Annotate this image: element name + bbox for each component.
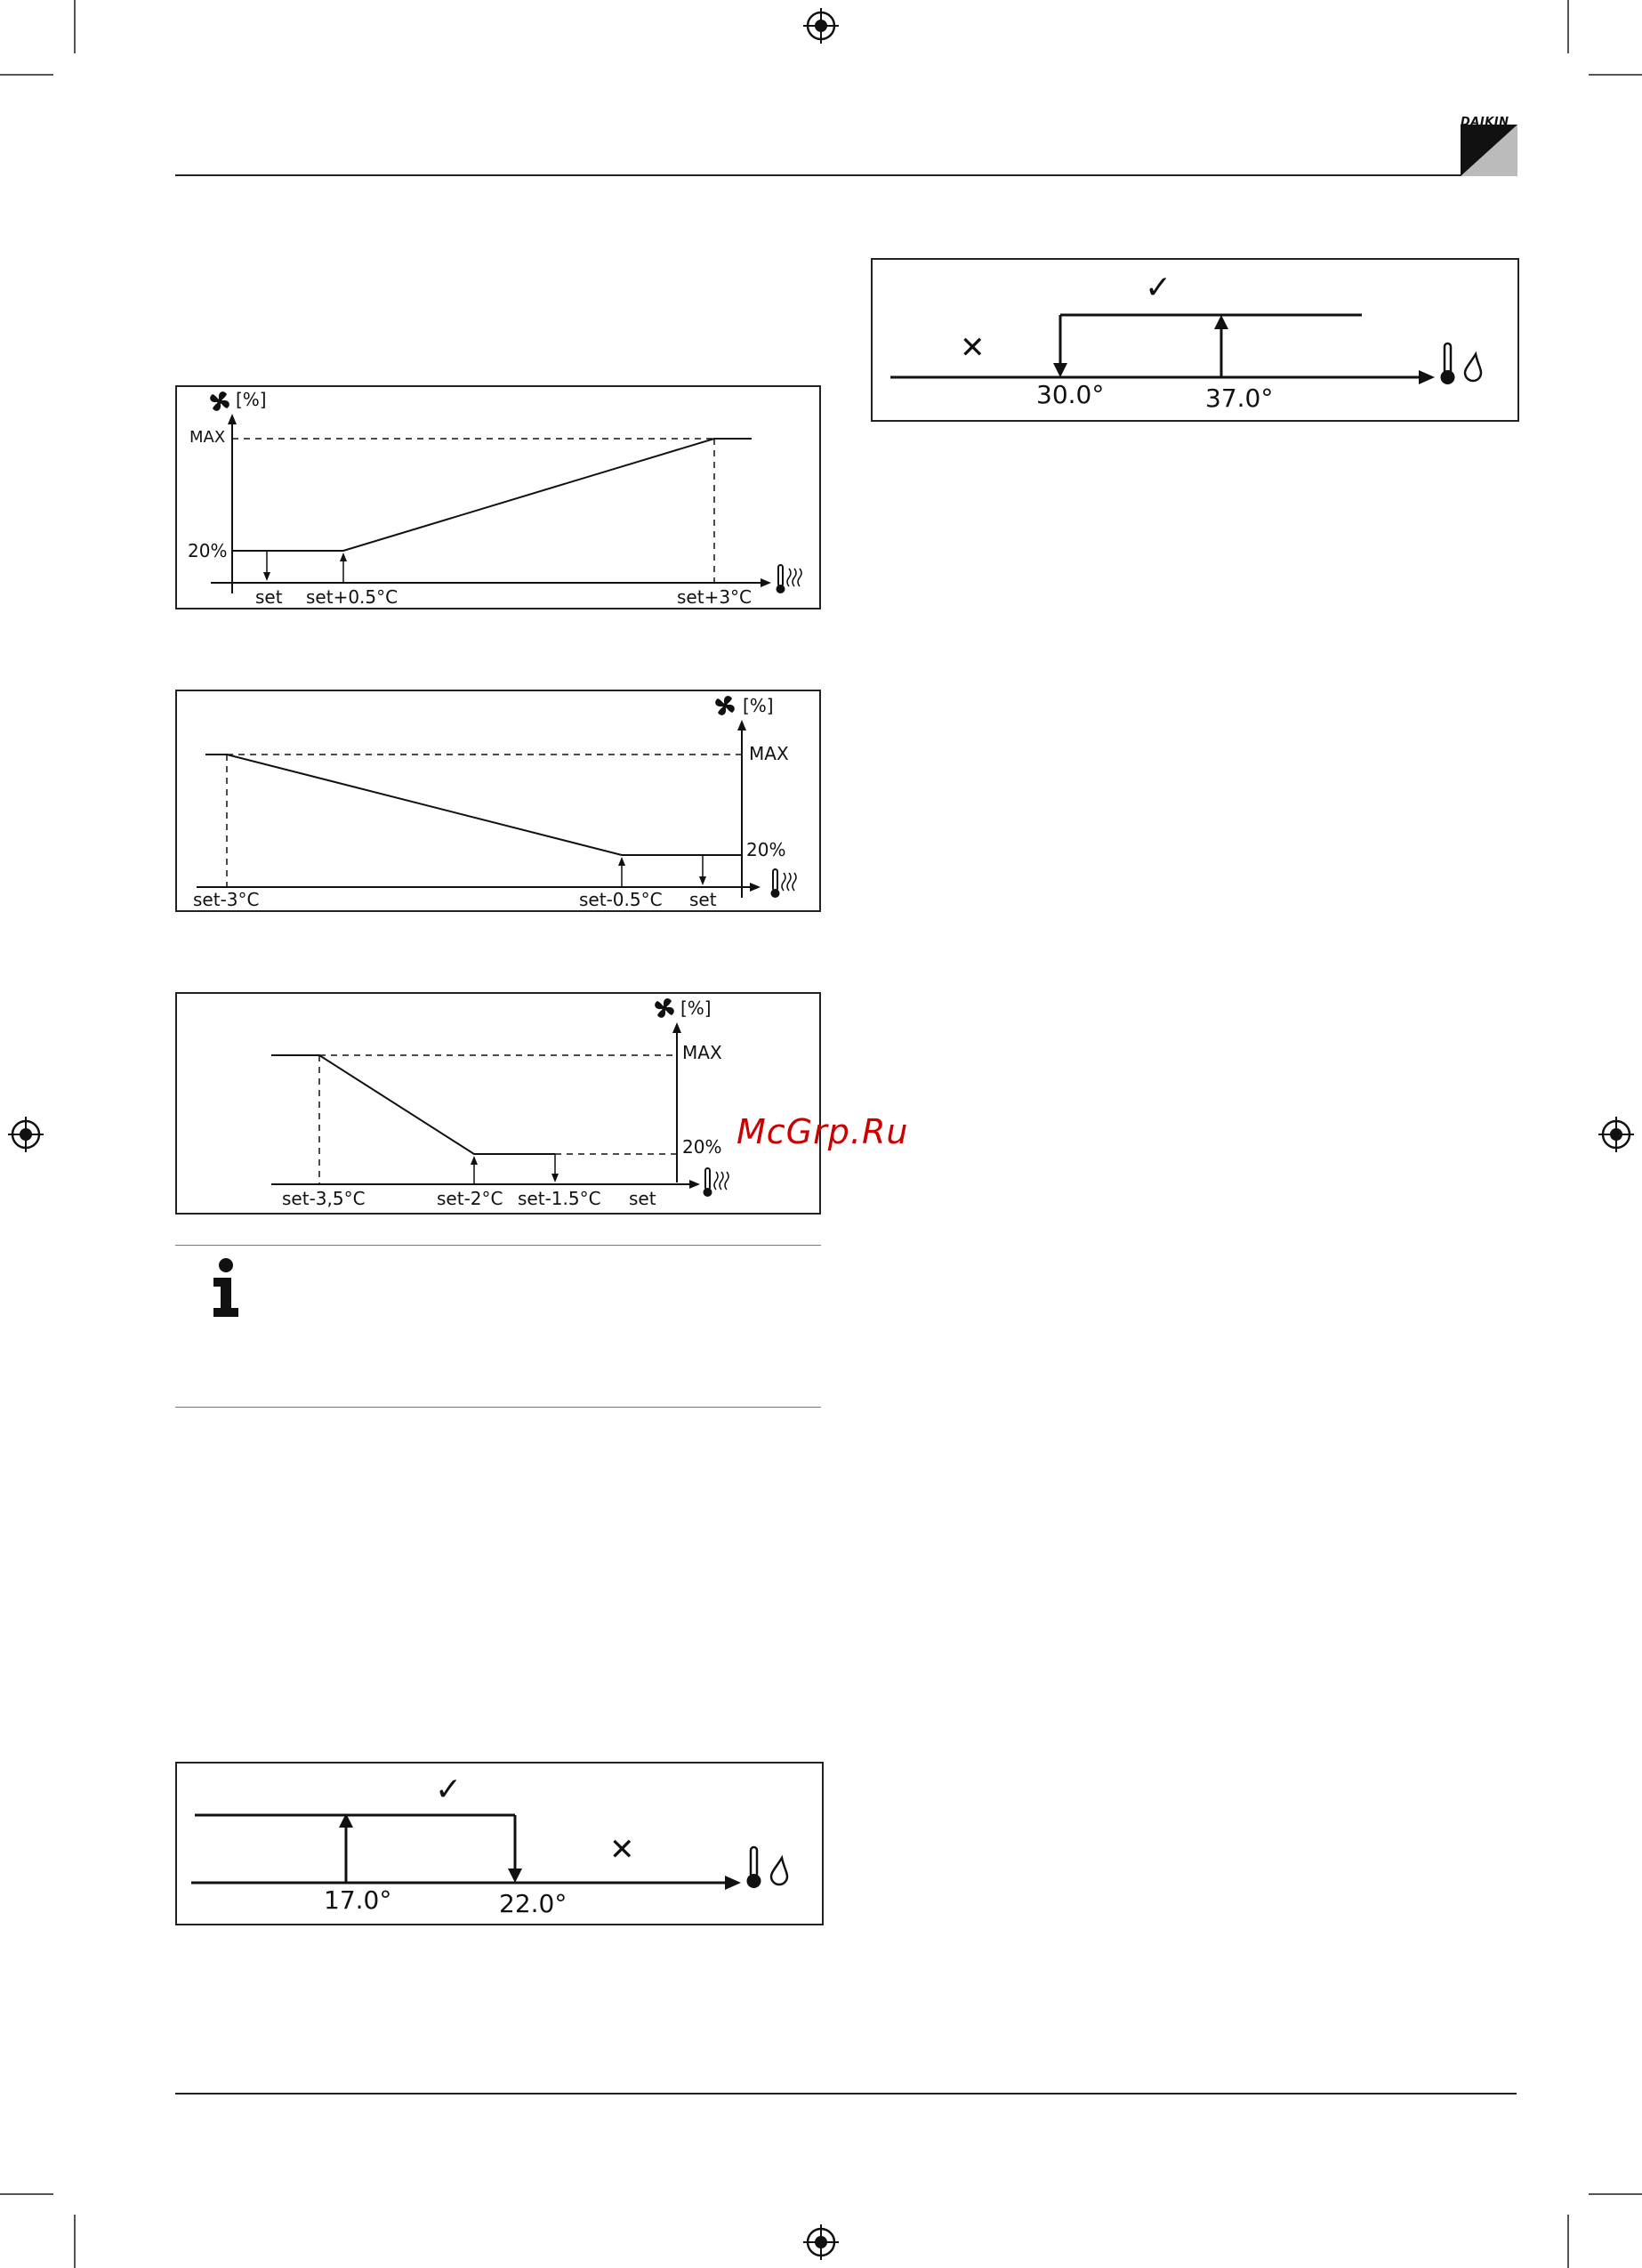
fan-speed-rise-figure	[175, 385, 821, 609]
crop-mark	[74, 2215, 76, 2268]
tick-label: set	[689, 889, 717, 910]
daikin-logo-text: DAIKIN	[1461, 116, 1509, 129]
check-icon: ✓	[1145, 270, 1172, 306]
tick-label: set-3°C	[193, 889, 260, 910]
tick-label: set	[629, 1188, 656, 1209]
thermometer-drop-icon	[1441, 343, 1482, 384]
max-label: MAX	[189, 428, 226, 447]
header-rule	[175, 174, 1517, 176]
fan-icon	[210, 391, 229, 411]
tick-label: set+3°C	[677, 586, 753, 608]
crop-mark	[74, 0, 76, 53]
tick-label: set-3,5°C	[282, 1188, 366, 1209]
tick-label: set-0.5°C	[579, 889, 663, 910]
crop-mark	[1589, 74, 1642, 76]
crop-mark	[1567, 2215, 1569, 2268]
registration-mark-icon	[1598, 1117, 1634, 1152]
fan-icon	[655, 998, 674, 1018]
unit-label: [%]	[680, 997, 712, 1019]
threshold-value: 22.0°	[499, 1889, 567, 1918]
threshold-value: 17.0°	[324, 1885, 392, 1915]
daikin-logo-mark	[1461, 125, 1517, 176]
registration-mark-icon	[8, 1117, 44, 1152]
thermometer-heat-icon	[777, 565, 802, 593]
footer-rule	[175, 2093, 1517, 2094]
fan-speed-fall2-figure	[175, 992, 821, 1215]
note-top-rule	[175, 1245, 821, 1246]
unit-label: [%]	[236, 389, 267, 410]
registration-mark-icon	[803, 2224, 839, 2260]
check-icon: ✓	[435, 1772, 463, 1808]
dewpoint-low-figure	[175, 1762, 824, 1925]
crop-mark	[0, 74, 53, 76]
crop-mark	[0, 2193, 53, 2195]
info-icon	[208, 1258, 244, 1317]
max-label: MAX	[682, 1042, 722, 1063]
cross-icon: ✕	[609, 1832, 635, 1868]
min-label: 20%	[682, 1136, 722, 1158]
note-bottom-rule	[175, 1407, 821, 1408]
fan-speed-fall-figure	[175, 690, 821, 912]
threshold-value: 37.0°	[1205, 383, 1274, 413]
crop-mark	[1589, 2193, 1642, 2195]
unit-label: [%]	[743, 695, 774, 716]
registration-mark-icon	[803, 8, 839, 44]
max-label: MAX	[749, 743, 789, 764]
tick-label: set-2°C	[437, 1188, 503, 1209]
thermometer-heat-icon	[771, 869, 797, 898]
min-label: 20%	[746, 839, 786, 860]
tick-label: set	[255, 586, 283, 608]
tick-label: set-1.5°C	[518, 1188, 601, 1209]
threshold-value: 30.0°	[1036, 380, 1105, 409]
tick-label: set+0.5°C	[306, 586, 398, 608]
thermometer-drop-icon	[747, 1847, 788, 1888]
thermometer-heat-icon	[704, 1168, 729, 1197]
dewpoint-high-figure	[871, 258, 1519, 422]
min-label: 20%	[188, 540, 228, 561]
watermark: McGrp.Ru	[736, 1112, 909, 1151]
fan-icon	[715, 696, 735, 715]
cross-icon: ✕	[960, 330, 986, 366]
crop-mark	[1567, 0, 1569, 53]
